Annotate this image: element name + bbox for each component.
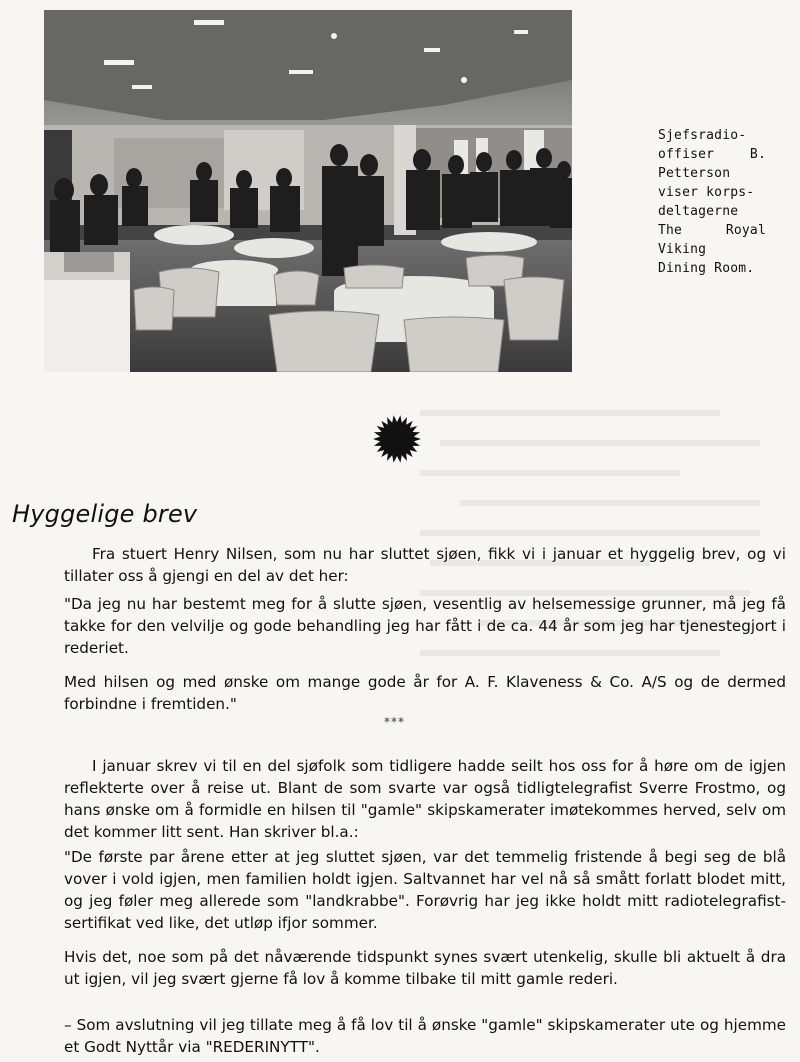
- caption-line: Viking: [658, 242, 707, 257]
- photo-caption: [658, 126, 766, 278]
- caption-line: deltagerne: [658, 204, 739, 219]
- article-intro: [64, 543, 786, 587]
- caption-line: Petterson: [658, 166, 731, 181]
- quote-block-2: [64, 846, 786, 934]
- quote-paragraph: Hvis det, noe som på det nåværende tidspunkt synes svært utenkelig, skulle bli aktuelt å dra ut igjen, vil jeg svært gjerne få lov å komme tilbake til mitt gamle rederi.: [64, 948, 786, 988]
- caption-line: The Royal: [658, 223, 766, 238]
- quote-paragraph: – Som avslutning vil jeg tillate meg å få lov til å ønske "gamle" skipskamerater ute og hjemme et Godt Nyttår via "REDERINYTT".: [64, 1016, 786, 1056]
- starburst-ornament-icon: [372, 414, 422, 464]
- article-heading: Hyggelige brev: [12, 500, 198, 528]
- quote-paragraph: Med hilsen og med ønske om mange gode år for A. F. Klaveness & Co. A/S og de dermed forbindne i fremtiden.": [64, 673, 786, 713]
- caption-line: Dining Room.: [658, 261, 755, 276]
- quote-paragraph: "De første par årene etter at jeg sluttet sjøen, var det temmelig fristende å begi seg de blå vover i vold igjen, men familien holdt igjen. Saltvannet har vel nå så smått forlatt blodet mitt, og jeg føler meg allerede som "landkrabbe". Forøvrig har jeg ikke holdt mitt radiotelegrafist-sertifikat ved like, det utløp ifjor sommer.: [64, 848, 786, 932]
- caption-line: offiser B.: [658, 147, 766, 162]
- dining-room-photo: [44, 10, 572, 372]
- quote-block-2-middle: [64, 946, 786, 990]
- body-paragraph: I januar skrev vi til en del sjøfolk som tidligere hadde seilt hos oss for å høre om de igjen reflekterte over å reise ut. Blant de som svarte var også tidligtelegrafist Sverre Frostmo, og hans ønske om å formidle en hilsen til "gamle" skipskamerater imøtekommes herved, selv om det kommer litt sent. Han skriver bl.a.:: [64, 757, 786, 841]
- intro-paragraph: Fra stuert Henry Nilsen, som nu har sluttet sjøen, fikk vi i januar et hyggelig brev, og vi tillater oss å gjengi en del av det her:: [64, 545, 786, 585]
- quote-block-2-end: [64, 1014, 786, 1058]
- quote-block-1-end: [64, 671, 786, 715]
- quote-paragraph: "Da jeg nu har bestemt meg for å slutte sjøen, vesentlig av helsemessige grunner, må jeg få takke for den velvilje og gode behandling jeg har fått i de ca. 44 år som jeg har tjenestegjort i rederiet.: [64, 595, 786, 657]
- quote-block-1: [64, 593, 786, 659]
- caption-line: Sjefsradio-: [658, 128, 747, 143]
- caption-line: viser korps-: [658, 185, 755, 200]
- section-separator: ***: [384, 715, 405, 729]
- article-paragraph-2: [64, 755, 786, 843]
